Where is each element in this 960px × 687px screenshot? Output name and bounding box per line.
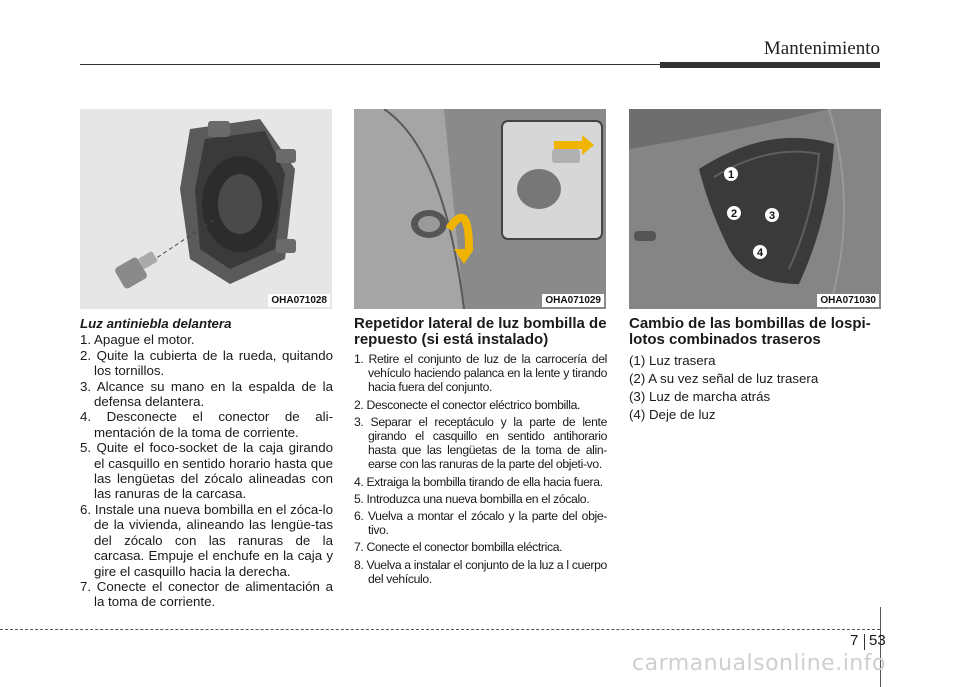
callout-1: 1 — [727, 169, 735, 181]
step-item: 8. Vuelva a instalar el conjunto de la luz a l cuerpo del vehículo. — [354, 557, 607, 586]
legend-item: (4) Deje de luz — [629, 407, 716, 422]
section-title: Luz antiniebla delantera — [80, 316, 232, 331]
step-item: 6. Instale una nueva bombilla en el zóca-lo de la vivienda, alineando las lengüe-tas del zócalo con las ranuras de la carcasa. Empuje el enchufe en la caja y gire el casquillo hacia la derecha. — [80, 501, 333, 579]
callout-4: 4 — [756, 247, 764, 259]
side-repeater-steps — [354, 352, 607, 586]
figure-code: OHA071030 — [817, 294, 879, 307]
step-item: 5. Quite el foco-socket de la caja girando el casquillo en sentido horario hasta que las lengüetas del zócalo alineadas con las ranuras de la carcasa. — [80, 440, 333, 502]
page-header-title: Mantenimiento — [763, 38, 880, 59]
side-repeater-figure — [354, 109, 606, 309]
rear-lamp-legend — [629, 352, 881, 424]
callout-2: 2 — [730, 208, 738, 220]
header-bar — [660, 62, 880, 68]
step-item: 7. Conecte el conector bombilla eléctrica. — [354, 540, 563, 555]
step-item: 2. Quite la cubierta de la rueda, quitando los tornillos. — [80, 347, 333, 379]
step-item: 1. Apague el motor. — [80, 332, 195, 348]
section-title: Repetidor lateral de luz bombilla de repuesto (si está instalado) — [354, 315, 607, 348]
step-item: 1. Retire el conjunto de luz de la carrocería del vehículo haciendo palanca en la lente y tirando hacia fuera del conjunto. — [354, 352, 607, 395]
chapter-number: 7 — [850, 632, 859, 649]
fog-lamp-figure — [80, 109, 332, 309]
step-item: 4. Desconecte el conector de ali-mentación de la toma de corriente. — [80, 409, 333, 440]
header-rule — [80, 64, 660, 65]
step-item: 3. Separar el receptáculo y la parte de lente girando el casquillo en sentido antihorario hasta que las lengüetas de la toma de alin-earse con las ranuras de la parte del objeti-vo. — [354, 414, 607, 472]
step-item: 3. Alcance su mano en la espalda de la defensa delantera. — [80, 378, 333, 410]
side-repeater-section — [354, 316, 607, 586]
fog-lamp-section — [80, 316, 333, 610]
legend-item: (1) Luz trasera — [629, 353, 716, 368]
page-number: 53 — [869, 632, 886, 649]
fog-lamp-steps — [80, 332, 333, 609]
rear-lamp-section — [629, 316, 881, 424]
rear-lamp-figure — [629, 109, 881, 309]
figure-code: OHA071029 — [542, 294, 604, 307]
step-item: 6. Vuelva a montar el zócalo y la parte del obje-tivo. — [354, 509, 607, 538]
footer-rule — [0, 629, 880, 630]
step-item: 7. Conecte el conector de alimentación a la toma de corriente. — [80, 578, 333, 610]
step-item: 5. Introduzca una nueva bombilla en el zócalo. — [354, 491, 590, 506]
section-title: Cambio de las bombillas de lospi-lotos combinados traseros — [629, 315, 871, 348]
watermark: carmanualsonline.info — [632, 651, 886, 676]
page-divider — [864, 634, 865, 650]
step-item: 4. Extraiga la bombilla tirando de ella hacia fuera. — [354, 474, 603, 489]
rear-lamp-callouts — [629, 109, 881, 309]
callout-3: 3 — [768, 210, 776, 222]
legend-item: (3) Luz de marcha atrás — [629, 389, 771, 404]
side-repeater-illustration — [354, 109, 606, 309]
fog-lamp-illustration — [80, 109, 332, 309]
step-item: 2. Desconecte el conector eléctrico bombilla. — [354, 397, 581, 412]
figure-code: OHA071028 — [268, 294, 330, 307]
legend-item: (2) A su vez señal de luz trasera — [629, 371, 819, 386]
